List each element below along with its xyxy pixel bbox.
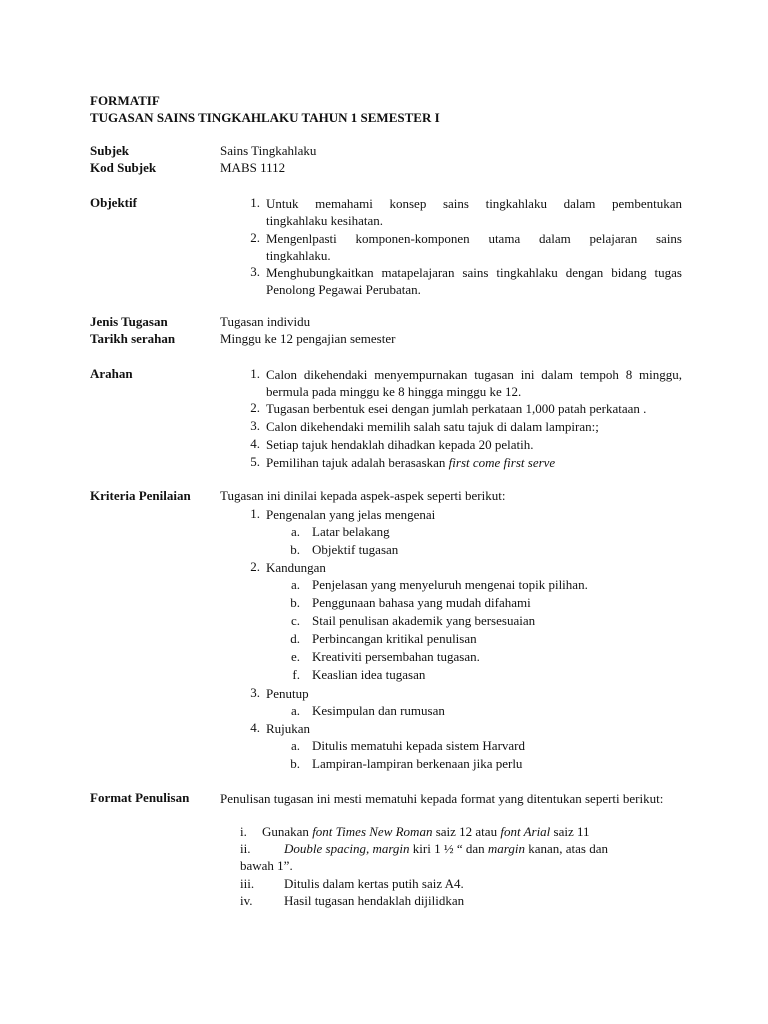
format-item-italic: Double spacing, margin — [284, 841, 410, 856]
kriteria-sub-item: Latar belakang — [312, 524, 390, 539]
objektif-item-line: tingkahlaku. — [266, 248, 331, 263]
objektif-item-number: 3. — [250, 264, 260, 279]
format-item-number: i. — [240, 824, 247, 839]
subjek-value: Sains Tingkahlaku — [220, 143, 317, 158]
arahan-item — [266, 366, 682, 400]
kriteria-sub-number: d. — [290, 631, 300, 646]
kriteria-sub-item: Keaslian idea tugasan — [312, 667, 426, 682]
kriteria-sub-item: Ditulis mematuhi kepada sistem Harvard — [312, 738, 526, 753]
jenis-tugasan-label: Jenis Tugasan — [90, 314, 168, 329]
format-item-number: ii. — [240, 841, 251, 856]
tarikh-serahan-value: Minggu ke 12 pengajian semester — [220, 331, 396, 346]
format-item-text: kanan, atas dan — [524, 841, 608, 856]
format-item-text: kiri 1 ½ “ dan — [409, 841, 488, 856]
objektif-item-line: Untuk memahami konsep sains tingkahlaku dalam pembentukan — [266, 196, 682, 211]
arahan-item: Setiap tajuk hendaklah dihadkan kepada 20 pelatih. — [266, 437, 534, 452]
kriteria-section-number: 2. — [250, 559, 260, 574]
format-item — [262, 824, 590, 840]
format-intro: Penulisan tugasan ini mesti mematuhi kepada format yang ditentukan seperti berikut: — [220, 791, 664, 806]
arahan-item-italic: first come first serve — [448, 455, 556, 470]
kriteria-sub-item: Kesimpulan dan rumusan — [312, 703, 445, 718]
kriteria-sub-number: a. — [290, 738, 300, 753]
kriteria-sub-item: Stail penulisan akademik yang bersesuaian — [312, 613, 536, 628]
objektif-item-line: Mengenlpasti komponen-komponen utama dalam pelajaran sains — [266, 231, 682, 246]
kriteria-section-title: Pengenalan yang jelas mengenai — [266, 507, 436, 522]
format-item-continuation: bawah 1”. — [240, 858, 293, 873]
arahan-item — [266, 454, 682, 471]
kriteria-sub-item: Kreativiti persembahan tugasan. — [312, 649, 480, 664]
kriteria-section-title: Kandungan — [266, 560, 326, 575]
arahan-item-line: Calon dikehendaki menyempurnakan tugasan ini dalam tempoh 8 minggu, — [266, 367, 682, 382]
kriteria-section-number: 4. — [250, 720, 260, 735]
arahan-item-number: 1. — [250, 366, 260, 381]
format-item-italic: font Arial — [500, 824, 551, 839]
arahan-item-line: bermula pada minggu ke 8 hingga minggu ke 12. — [266, 384, 522, 399]
format-item-number: iv. — [240, 893, 253, 908]
kriteria-section-number: 3. — [250, 685, 260, 700]
kriteria-sub-number: a. — [290, 577, 300, 592]
kriteria-sub-number: a. — [290, 524, 300, 539]
objektif-item — [266, 264, 682, 298]
arahan-label: Arahan — [90, 366, 133, 381]
arahan-item-number: 4. — [250, 436, 260, 451]
kriteria-sub-number: b. — [290, 542, 300, 557]
objektif-item-line: Penolong Pegawai Perubatan. — [266, 282, 421, 297]
kriteria-section-title: Rujukan — [266, 721, 311, 736]
format-item-text: saiz 11 — [550, 824, 590, 839]
kriteria-sub-item: Lampiran-lampiran berkenaan jika perlu — [312, 756, 523, 771]
kriteria-sub-number: b. — [290, 595, 300, 610]
kriteria-sub-number: f. — [292, 667, 300, 682]
objektif-item-number: 1. — [250, 195, 260, 210]
kriteria-sub-item: Perbincangan kritikal penulisan — [312, 631, 477, 646]
objektif-item-number: 2. — [250, 230, 260, 245]
objektif-item — [266, 195, 682, 229]
kriteria-sub-number: b. — [290, 756, 300, 771]
objektif-label: Objektif — [90, 195, 137, 210]
arahan-item: Calon dikehendaki memilih salah satu tajuk di dalam lampiran:; — [266, 419, 599, 434]
kriteria-label: Kriteria Penilaian — [90, 488, 191, 503]
subjek-label: Subjek — [90, 143, 130, 158]
format-item-italic: margin — [487, 841, 525, 856]
kriteria-sub-item: Penjelasan yang menyeluruh mengenai topik pilihan. — [312, 577, 588, 592]
kriteria-sub-number: e. — [290, 649, 300, 664]
kod-subjek-value: MABS 1112 — [220, 160, 286, 175]
kriteria-sub-item: Penggunaan bahasa yang mudah difahami — [312, 595, 531, 610]
arahan-item: Tugasan berbentuk esei dengan jumlah perkataan 1,000 patah perkataan . — [266, 401, 647, 416]
kriteria-sub-number: a. — [290, 703, 300, 718]
jenis-tugasan-value: Tugasan individu — [220, 314, 311, 329]
kod-subjek-label: Kod Subjek — [90, 160, 157, 175]
kriteria-sub-item: Objektif tugasan — [312, 542, 399, 557]
format-item — [284, 841, 608, 857]
format-item-number: iii. — [240, 876, 255, 891]
format-item: Ditulis dalam kertas putih saiz A4. — [284, 876, 464, 891]
objektif-item — [266, 230, 682, 264]
objektif-item-line: Menghubungkaitkan matapelajaran sains tingkahlaku dengan bidang tugas — [266, 265, 682, 280]
kriteria-intro: Tugasan ini dinilai kepada aspek-aspek seperti berikut: — [220, 488, 506, 503]
doc-title: TUGASAN SAINS TINGKAHLAKU TAHUN 1 SEMESTER I — [90, 110, 440, 125]
kriteria-section-number: 1. — [250, 506, 260, 521]
format-item: Hasil tugasan hendaklah dijilidkan — [284, 893, 465, 908]
kriteria-sub-number: c. — [290, 613, 300, 628]
format-item-text: Gunakan — [262, 824, 313, 839]
arahan-item-number: 3. — [250, 418, 260, 433]
doc-heading-formatif: FORMATIF — [90, 93, 160, 108]
objektif-item-line: tingkahlaku kesihatan. — [266, 213, 383, 228]
kriteria-section-title: Penutup — [266, 686, 309, 701]
tarikh-serahan-label: Tarikh serahan — [90, 331, 176, 346]
arahan-item-number: 2. — [250, 400, 260, 415]
format-item-text: saiz 12 atau — [432, 824, 501, 839]
format-item-italic: font Times New Roman — [312, 824, 433, 839]
arahan-item-number: 5. — [250, 454, 260, 469]
format-label: Format Penulisan — [90, 790, 190, 805]
arahan-item-text: Pemilihan tajuk adalah berasaskan — [266, 455, 449, 470]
